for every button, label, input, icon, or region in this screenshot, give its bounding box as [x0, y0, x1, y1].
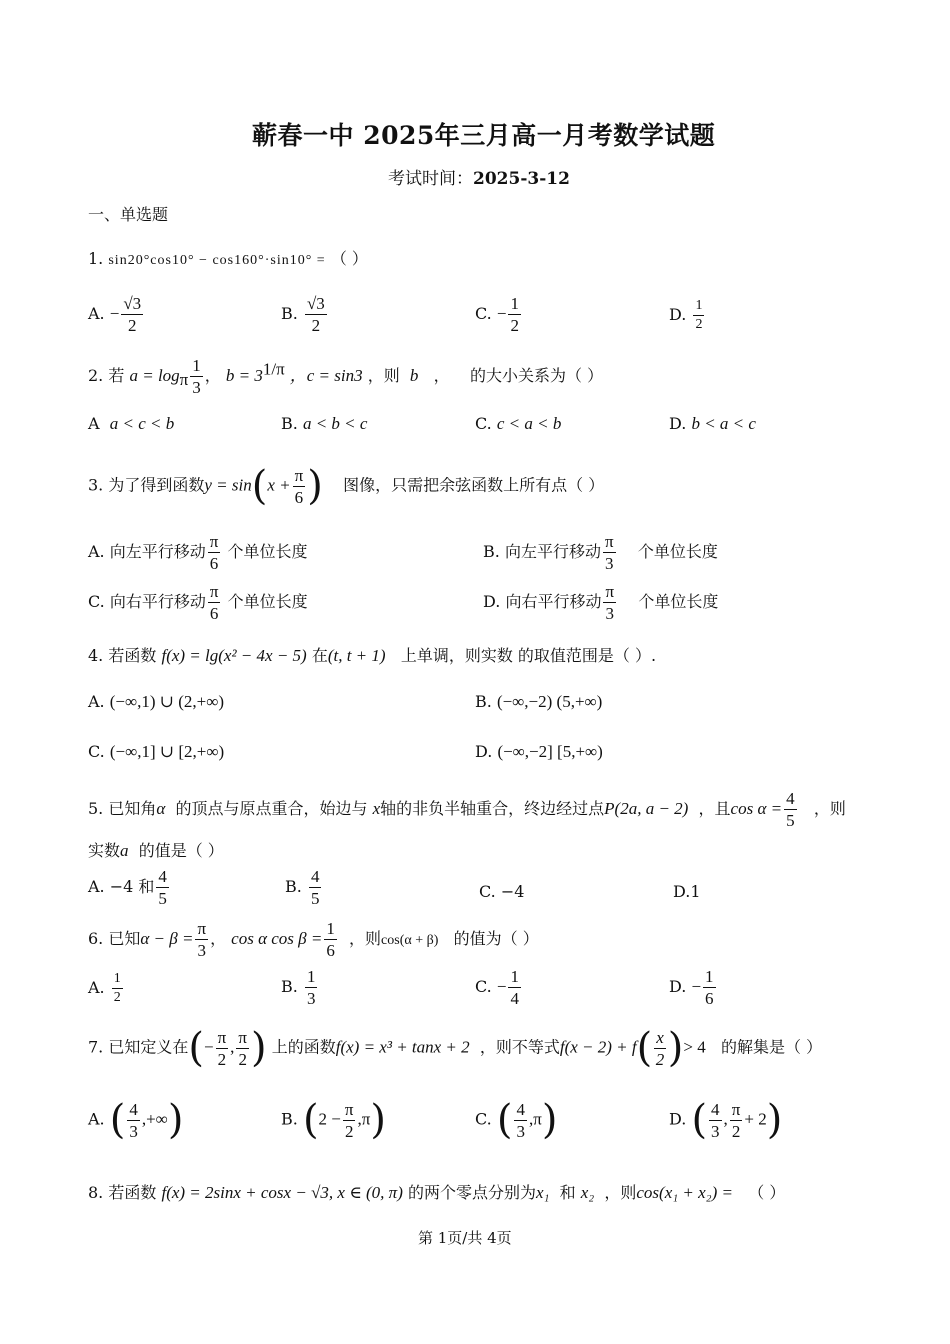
q7-ineq-r: > 4 — [683, 1037, 706, 1057]
q8-x1: x₁ — [535, 1183, 550, 1202]
q6-number: 6. — [88, 929, 104, 948]
page-footer: 第 1页/共 4页 — [418, 1229, 512, 1247]
q5-c-text: −4 — [500, 882, 525, 901]
q5-line2b: 的值是（ ） — [138, 841, 224, 860]
q1-d-den: 2 — [695, 317, 703, 332]
q6-sep: ， — [210, 929, 227, 948]
q2-option-b — [281, 414, 367, 434]
q2-a-den: 3 — [192, 378, 201, 397]
q7-option-d: D. ( $\frac{4}{3}$ , $\frac{\pi}{2}$ + 2) — [669, 1097, 783, 1143]
q6-b-den: 3 — [306, 989, 316, 1008]
q7-ineq-x: x — [656, 1027, 664, 1047]
q6-lead: 已知 — [108, 929, 141, 948]
q7-b-den: 2 — [344, 1121, 354, 1141]
q5-a-text: −4 和 — [109, 877, 155, 896]
q7-d-num2: π — [731, 1099, 741, 1119]
exam-time-value: 2025-3-12 — [473, 169, 570, 189]
q4-number: 4. — [88, 646, 104, 665]
q7-a-label: A. — [88, 1109, 105, 1129]
q5-mid2: 轴的非负半轴重合，终边经过点 — [380, 799, 605, 818]
q7-mid: 上的函数 — [271, 1037, 336, 1057]
q7-option-c: C. ( $\frac{4}{3}$ ,π) — [475, 1097, 558, 1143]
q1-d-label: D. — [669, 305, 687, 324]
q7-func: f(x) = x³ + tanx + 2 — [335, 1037, 470, 1057]
q4-option-d — [475, 742, 603, 762]
q2-option-a — [88, 414, 174, 434]
q7-option-a: A. ( $\frac{4}{3}$ ,+∞) — [88, 1097, 184, 1143]
q1-option-d — [669, 299, 706, 332]
q5-x: x — [372, 799, 381, 818]
q3-six: 6 — [294, 487, 304, 507]
q1-c-sign: − — [496, 304, 507, 323]
q1-a-num: √3 — [123, 294, 142, 313]
q4-func: f(x) = lg(x² − 4x − 5) — [161, 646, 307, 665]
q3-option-d — [483, 583, 718, 622]
q4-b-value: (−∞,−2) (5,+∞) — [496, 692, 603, 711]
q6-expr2: cos α cos β = — [231, 929, 323, 948]
q5-a-var: a — [120, 841, 129, 860]
question-1 — [88, 246, 368, 269]
q6-six: 6 — [326, 941, 335, 960]
q6-a-den: 2 — [113, 990, 121, 1005]
q1-blank: （ ） — [330, 249, 368, 268]
q7-c-label: C. — [475, 1109, 492, 1129]
q4-tail: 上单调，则实数 的取值范围是（ ）. — [400, 646, 657, 665]
q8-func: f(x) = 2sinx + cosx − √3, x ∈ (0, π) — [161, 1183, 403, 1202]
q1-b-den: 2 — [311, 316, 321, 335]
q3-a-den: 6 — [209, 554, 219, 573]
q1-expression: sin20°cos10° − cos160°·sin10° = — [108, 253, 326, 268]
q7-tail: 的解集是（ ） — [720, 1037, 823, 1057]
q5-line2a: 实数 — [88, 841, 121, 860]
q2-b-expr: b = 3 — [225, 366, 263, 385]
q1-option-b — [281, 295, 329, 334]
q7-minus: − — [203, 1037, 214, 1057]
q3-c-den: 6 — [209, 604, 219, 623]
q2-b-label: B. — [281, 414, 298, 433]
q3-inner: x + — [267, 475, 291, 495]
q3-lead: 为了得到函数 — [108, 475, 205, 495]
q4-c-label: C. — [88, 742, 105, 761]
q1-c-label: C. — [475, 304, 492, 323]
q4-option-a — [88, 692, 224, 712]
q5-c-label: C. — [479, 882, 496, 901]
q3-b-num: π — [604, 532, 614, 551]
q2-a-value: a < c < b — [109, 414, 175, 433]
q5-option-a — [88, 868, 171, 907]
q7-d-rest: + 2 — [744, 1109, 767, 1129]
question-5 — [88, 790, 846, 829]
q5-a-num: 4 — [158, 867, 167, 886]
q2-c-label: C. — [475, 414, 492, 433]
q4-b-label: B. — [475, 692, 492, 711]
q7-ineq-l: f(x − 2) + f — [559, 1037, 637, 1057]
q7-d-label: D. — [669, 1109, 687, 1129]
q3-d-text: 向右平行移动 — [505, 592, 602, 611]
q3-c-label: C. — [88, 592, 105, 611]
q8-and: 和 — [559, 1183, 576, 1202]
q8-then: ，则 — [604, 1183, 637, 1202]
q2-a-base: π — [179, 370, 189, 390]
q5-b-den: 5 — [310, 889, 320, 908]
q3-b-den: 3 — [605, 554, 614, 573]
q2-b-var: b — [409, 366, 419, 385]
q5-then: ，则 — [813, 799, 846, 818]
q7-ineq-two: 2 — [655, 1049, 665, 1069]
q2-c-expr: ，c = sin3 — [289, 366, 363, 385]
q1-option-c — [475, 295, 523, 334]
q8-expr: cos(x₁ + x₂) = — [636, 1183, 733, 1202]
q2-d-label: D. — [669, 414, 687, 433]
q7-comma: , — [230, 1037, 235, 1057]
q5-d-label: D. — [673, 882, 691, 901]
q3-b-text: 向左平行移动 — [504, 542, 601, 561]
q5-option-c — [479, 882, 524, 901]
question-2 — [88, 357, 603, 396]
q5-option-d — [673, 882, 701, 901]
q1-b-num: √3 — [306, 294, 325, 313]
q7-two-2: 2 — [238, 1049, 247, 1069]
q6-d-num: 1 — [705, 967, 714, 986]
q2-lead: 若 — [108, 366, 125, 385]
q7-pi-1: π — [217, 1027, 227, 1047]
q6-c-den: 4 — [510, 989, 519, 1008]
q5-option-b — [285, 868, 323, 907]
q5-cos-den: 5 — [786, 811, 795, 830]
q4-a-label: A. — [88, 692, 105, 711]
q1-number: 1. — [88, 249, 104, 268]
q3-a-unit: 个单位长度 — [227, 542, 308, 561]
q6-c-num: 1 — [510, 967, 519, 986]
q3-a-text: 向左平行移动 — [109, 542, 206, 561]
q6-option-d — [669, 968, 718, 1007]
q7-c-num: 4 — [516, 1099, 525, 1119]
q7-c-den: 3 — [516, 1121, 525, 1141]
q2-comma: ， — [433, 366, 450, 385]
q5-d-text: 1 — [690, 882, 701, 901]
q1-b-label: B. — [281, 304, 298, 323]
q6-option-a — [88, 972, 125, 1005]
q3-a-num: π — [209, 532, 219, 551]
q5-lead: 已知角 — [108, 799, 157, 818]
q7-pi-2: π — [238, 1027, 248, 1047]
q5-point: P(2a, a − 2) — [604, 799, 689, 818]
q7-d-num: 4 — [711, 1099, 720, 1119]
q5-mid: 的顶点与原点重合，始边与 — [175, 799, 368, 818]
q2-number: 2. — [88, 366, 104, 385]
q6-one: 1 — [326, 919, 335, 938]
q2-tail: 的大小关系为（ ） — [470, 366, 604, 385]
q7-two-1: 2 — [217, 1049, 227, 1069]
q7-b-rest: ,π — [357, 1109, 371, 1129]
q7-option-b: B. (2 − $\frac{\pi}{2}$ ,π) — [281, 1097, 386, 1143]
q7-then: ，则不等式 — [479, 1037, 560, 1057]
q3-option-a — [88, 533, 307, 572]
q6-d-label: D. — [669, 977, 687, 996]
section-heading: 一、单选题 — [88, 205, 169, 224]
question-7: 7. 已知定义在(− $\frac{\pi}{2}$ , $\frac{\pi}{2}$ ) 上的函数f(x) = x³ + tanx + 2 ，则不等式f(x − 2) + f( $\frac{x}{2}$ )> 4 的解集是（ ） — [88, 1025, 823, 1071]
q8-number: 8. — [88, 1183, 104, 1202]
q2-a-expr: a = log — [129, 366, 180, 385]
q5-b-label: B. — [285, 877, 302, 896]
q4-c-value: (−∞,1] ∪ [2,+∞) — [109, 742, 225, 761]
q3-b-label: B. — [483, 542, 500, 561]
q5-cos-num: 4 — [786, 789, 795, 808]
q7-d-den2: 2 — [731, 1121, 741, 1141]
q4-d-label: D. — [475, 742, 493, 761]
question-8 — [88, 1180, 785, 1203]
q6-b-label: B. — [281, 977, 298, 996]
q3-d-label: D. — [483, 592, 501, 611]
q6-d-sign: − — [691, 977, 702, 996]
q6-tail: 的值为（ ） — [453, 929, 539, 948]
q6-then: ，则 — [349, 929, 382, 948]
q3-number: 3. — [88, 475, 104, 495]
q3-option-c — [88, 583, 308, 622]
q3-tail: 图像，只需把余弦函数上所有点（ ） — [343, 475, 605, 495]
question-3: 3. 为了得到函数y = sin(x + $\frac{\pi}{6}$ ) 图像，只需把余弦函数上所有点（ ） — [88, 463, 605, 509]
q4-lead: 若函数 — [108, 646, 157, 665]
q4-d-value: (−∞,−2] [5,+∞) — [497, 742, 603, 761]
q3-c-unit: 个单位长度 — [227, 592, 308, 611]
q4-option-c — [88, 742, 224, 762]
q5-a-label: A. — [88, 877, 105, 896]
q7-b-num: π — [344, 1099, 354, 1119]
q3-a-label: A. — [88, 542, 105, 561]
q7-lead: 已知定义在 — [108, 1037, 189, 1057]
q2-option-c — [475, 414, 561, 434]
q6-b-num: 1 — [306, 967, 316, 986]
q1-c-num: 1 — [510, 294, 519, 313]
q7-c-rest: ,π — [528, 1109, 542, 1129]
q2-c-value: c < a < b — [496, 414, 562, 433]
page-title: 蕲春一中 2025年三月高一月考数学试题 — [252, 121, 716, 150]
q2-b-value: a < b < c — [302, 414, 368, 433]
q3-d-den: 3 — [605, 604, 614, 623]
q6-c-sign: − — [496, 977, 507, 996]
q2-then: ，则 — [367, 366, 400, 385]
q2-option-d — [669, 414, 756, 434]
q7-d-den: 3 — [711, 1121, 720, 1141]
q2-b-exp: 1/π — [262, 359, 285, 379]
q4-interval: (t, t + 1) — [327, 646, 386, 665]
q3-d-unit: 个单位长度 — [638, 592, 719, 611]
q4-option-b — [475, 692, 602, 712]
q3-c-num: π — [209, 582, 219, 601]
q5-line2 — [88, 838, 224, 861]
q5-and: ，且 — [698, 799, 731, 818]
q7-a-den: 3 — [129, 1121, 138, 1141]
q6-a-num: 1 — [112, 972, 123, 989]
q5-b-num: 4 — [310, 867, 320, 886]
q1-d-num: 1 — [693, 299, 704, 316]
q8-blank: （ ） — [748, 1183, 786, 1202]
q3-option-b — [483, 533, 718, 572]
exam-time — [388, 164, 570, 189]
q1-a-den: 2 — [128, 316, 137, 335]
q3-b-unit: 个单位长度 — [637, 542, 718, 561]
exam-time-label: 考试时间： — [388, 169, 473, 189]
q5-a-den: 5 — [158, 889, 167, 908]
q7-number: 7. — [88, 1037, 104, 1057]
q7-a-num: 4 — [129, 1099, 138, 1119]
q3-func: y = sin — [204, 475, 252, 495]
q2-a-num: 1 — [192, 356, 201, 375]
q6-expr3: cos(α + β) — [381, 933, 439, 948]
q6-c-label: C. — [475, 977, 492, 996]
q5-number: 5. — [88, 799, 104, 818]
q7-a-rest: ,+∞ — [141, 1109, 168, 1129]
q6-option-b — [281, 968, 319, 1007]
q3-pi: π — [294, 465, 304, 485]
question-4 — [88, 643, 656, 666]
q3-c-text: 向右平行移动 — [109, 592, 206, 611]
q3-d-num: π — [605, 582, 615, 601]
q6-option-c — [475, 968, 523, 1007]
q6-d-den: 6 — [705, 989, 714, 1008]
q7-b-pre: 2 − — [318, 1109, 341, 1129]
q1-c-den: 2 — [510, 316, 519, 335]
q8-mid: 的两个零点分别为 — [407, 1183, 536, 1202]
q2-d-value: b < a < c — [691, 414, 756, 433]
q6-three: 3 — [197, 941, 207, 960]
q5-cos: cos α = — [730, 799, 783, 818]
q1-a-sign: − — [109, 304, 120, 323]
q1-option-a — [88, 295, 145, 334]
q8-x2: x₂ — [580, 1183, 595, 1202]
q8-lead: 若函数 — [108, 1183, 157, 1202]
q6-a-label: A. — [88, 978, 105, 997]
q5-alpha: α — [156, 799, 166, 818]
q4-in: 在 — [311, 646, 328, 665]
q2-sep: ， — [204, 366, 221, 385]
q2-a-label: A — [88, 414, 100, 433]
q6-pi: π — [197, 919, 207, 938]
question-6 — [88, 920, 539, 959]
q1-a-label: A. — [88, 304, 105, 323]
q6-expr1: α − β = — [140, 929, 194, 948]
q4-a-value: (−∞,1) ∪ (2,+∞) — [109, 692, 225, 711]
q7-b-label: B. — [281, 1109, 298, 1129]
